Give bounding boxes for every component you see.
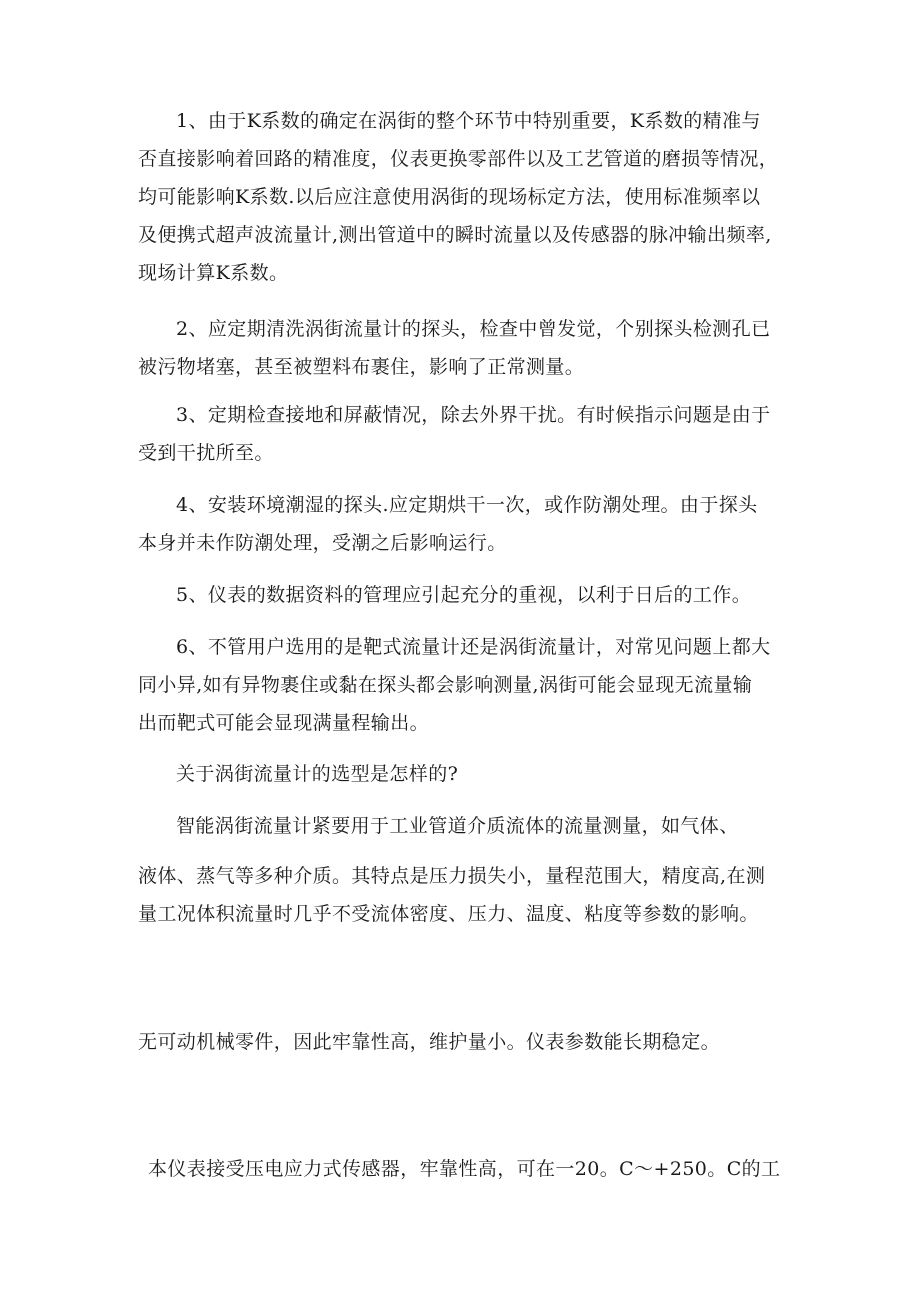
text-line: 2、应定期清洗涡街流量计的探头，检查中曾发觉，个别探头检测孔已: [176, 318, 771, 340]
text-line: 智能涡街流量计紧要用于工业管道介质流体的流量测量，如气体、: [176, 815, 739, 837]
text-line: 同小异,如有异物裹住或黏在探头都会影响测量,涡街可能会显现无流量输: [138, 674, 753, 696]
text-line: 5、仪表的数据资料的管理应引起充分的重视，以利于日后的工作。: [176, 584, 752, 606]
text-line: 现场计算K系数。: [138, 262, 289, 284]
text-line: 及便携式超声波流量计,测出管道中的瞬时流量以及传感器的脉冲输出频率,: [138, 224, 772, 246]
paragraph-grounding: [138, 396, 793, 472]
section-question: [138, 755, 793, 793]
text-line: 否直接影响着回路的精准度，仪表更换零部件以及工艺管道的磨损等情况，: [138, 148, 779, 170]
text-line: 量工况体积流量时几乎不受流体密度、压力、温度、粘度等参数的影响。: [138, 903, 759, 925]
text-line: 4、安装环境潮湿的探头.应定期烘干一次，或作防潮处理。由于探头: [176, 494, 758, 516]
text-line: 6、不管用户选用的是靶式流量计还是涡街流量计，对常见问题上都大: [176, 636, 771, 658]
paragraph-data-management: [138, 576, 793, 614]
text-line: 本仪表接受压电应力式传感器，牢靠性高，可在一20。C～+250。C的工: [148, 1158, 781, 1180]
text-line: 3、定期检查接地和屏蔽情况，除去外界干扰。有时候指示问题是由于: [176, 404, 771, 426]
text-line: 本身并未作防潮处理，受潮之后影响运行。: [138, 532, 507, 554]
paragraph-features: [138, 857, 793, 933]
text-line: 均可能影响K系数.以后应注意使用涡街的现场标定方法，使用标准频率以: [138, 186, 761, 208]
text-line: 关于涡街流量计的选型是怎样的?: [176, 763, 459, 785]
paragraph-sensor: [148, 1150, 803, 1188]
text-line: 受到干扰所至。: [138, 442, 274, 464]
text-line: 被污物堵塞，甚至被塑料布裹住，影响了正常测量。: [138, 356, 585, 378]
paragraph-k-factor: [138, 102, 793, 292]
text-line: 出而靶式可能会显现满量程输出。: [138, 712, 430, 734]
paragraph-moisture: [138, 486, 793, 562]
text-line: 1、由于K系数的确定在涡街的整个环节中特别重要，K系数的精准与: [176, 110, 761, 132]
paragraph-common-issues: [138, 628, 793, 742]
paragraph-intro: [138, 807, 793, 845]
paragraph-reliability: [138, 1023, 793, 1061]
paragraph-clean-probe: [138, 310, 793, 386]
text-line: 液体、蒸气等多种介质。其特点是压力损失小，量程范围大，精度高,在测: [138, 865, 766, 887]
text-line: 无可动机械零件，因此牢靠性高，维护量小。仪表参数能长期稳定。: [138, 1031, 721, 1053]
